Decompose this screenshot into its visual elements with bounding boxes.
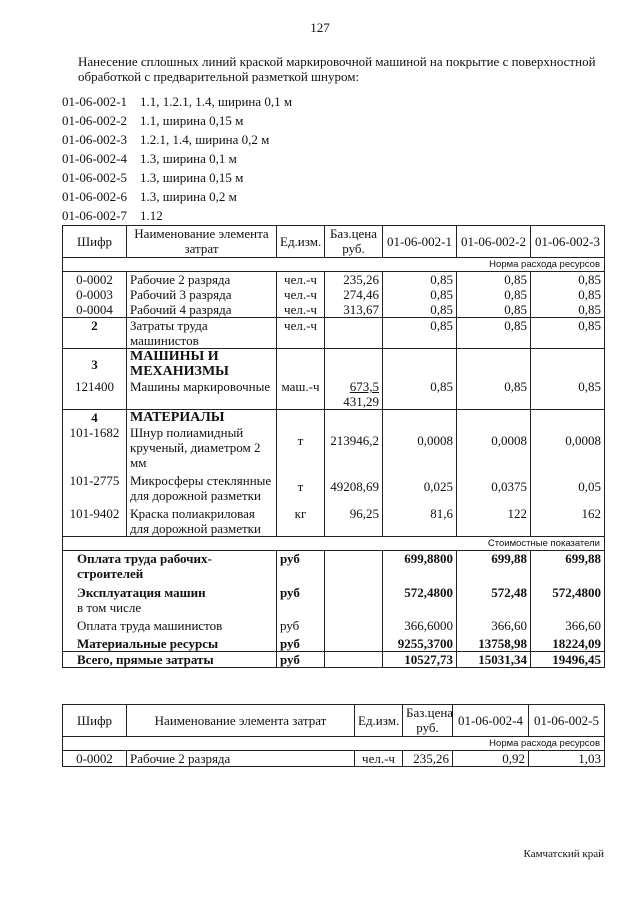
- cost-unit: руб: [277, 633, 325, 652]
- cost-name: Всего, прямые затраты: [63, 652, 277, 668]
- row-code: 121400: [63, 379, 127, 410]
- code: 01-06-002-5: [62, 170, 127, 185]
- row-value: 0,85: [383, 379, 457, 410]
- row-value: 0,85: [457, 318, 531, 349]
- code-list-item: [62, 206, 292, 225]
- code-desc: 1.12: [140, 208, 163, 223]
- row-price: 213946,2: [325, 410, 383, 471]
- row-value: 0,85: [457, 302, 531, 318]
- page-number: 127: [310, 20, 330, 35]
- row-value: 0,85: [383, 302, 457, 318]
- row-name: Затраты труда машинистов: [127, 318, 277, 349]
- cost-value: 366,60: [531, 615, 605, 633]
- code-list-item: [62, 187, 292, 206]
- price-bottom: 431,29: [343, 394, 379, 409]
- table-row: [63, 410, 605, 471]
- row-price: 235,26: [403, 751, 453, 767]
- norm-label-row: [63, 737, 605, 751]
- section-machines-row: [63, 349, 605, 380]
- header-name: Наименование элемента затрат: [127, 226, 277, 258]
- cost-row: [63, 600, 605, 615]
- cost-value: 699,88: [531, 551, 605, 582]
- row-value: 1,03: [529, 751, 605, 767]
- row-value: 0,025: [383, 470, 457, 503]
- code: 01-06-002-1: [62, 94, 127, 109]
- header-col-2: 01-06-002-2: [457, 226, 531, 258]
- cost-value: 19496,45: [531, 652, 605, 668]
- row-price: 274,46: [325, 287, 383, 302]
- table-row: [63, 470, 605, 503]
- cost-row: [63, 581, 605, 600]
- row-price: 313,67: [325, 302, 383, 318]
- price-top: 673,5: [349, 379, 379, 394]
- row-value: 0,0375: [457, 470, 531, 503]
- row-value: 0,85: [531, 272, 605, 288]
- norm-label-row: [63, 258, 605, 272]
- row-value: 122: [457, 503, 531, 537]
- code-list-item: [62, 130, 292, 149]
- row-value: 162: [531, 503, 605, 537]
- section-title: МАТЕРИАЛЫ: [130, 410, 225, 425]
- code: 01-06-002-6: [62, 189, 127, 204]
- cost-name: в том числе: [63, 600, 277, 615]
- row-unit: чел.-ч: [277, 272, 325, 288]
- row-value: 0,0008: [383, 410, 457, 471]
- row-value: 0,85: [457, 272, 531, 288]
- cost-label-row: [63, 537, 605, 551]
- row-code: 101-9402: [63, 503, 127, 537]
- table-row: [63, 379, 605, 410]
- code-desc: 1.1, ширина 0,15 м: [140, 113, 244, 128]
- code-list-item: [62, 149, 292, 168]
- code-desc: 1.3, ширина 0,15 м: [140, 170, 244, 185]
- row-unit: т: [277, 470, 325, 503]
- row-price: [325, 318, 383, 349]
- row-code: 0-0003: [63, 287, 127, 302]
- row-name: Рабочий 3 разряда: [127, 287, 277, 302]
- cost-row: [63, 652, 605, 668]
- cost-unit: руб: [277, 615, 325, 633]
- code-desc: 1.2.1, 1.4, ширина 0,2 м: [140, 132, 270, 147]
- row-value: 0,85: [457, 287, 531, 302]
- cost-value: 366,6000: [383, 615, 457, 633]
- header-code: Шифр: [63, 705, 127, 737]
- cost-label: Стоимостные показатели: [63, 537, 605, 551]
- table-row: [63, 302, 605, 318]
- footer-region: Камчатский край: [523, 848, 604, 860]
- code-desc: 1.3, ширина 0,2 м: [140, 189, 237, 204]
- row-unit: чел.-ч: [277, 318, 325, 349]
- cost-value: 572,48: [457, 581, 531, 600]
- table-row: [63, 287, 605, 302]
- table-row: [63, 318, 605, 349]
- row-value: 0,0008: [457, 410, 531, 471]
- row-code: 0-0004: [63, 302, 127, 318]
- row-value: 0,85: [531, 302, 605, 318]
- code-list-item: [62, 111, 292, 130]
- header-price: Баз.цена руб.: [403, 705, 453, 737]
- row-value: 0,85: [531, 379, 605, 410]
- row-name: Микросферы стеклянные для дорожной разметки: [127, 470, 277, 503]
- row-name: Рабочие 2 разряда: [127, 751, 355, 767]
- header-name: Наименование элемента затрат: [127, 705, 355, 737]
- table-row: [63, 272, 605, 288]
- row-value: 0,0008: [531, 410, 605, 471]
- row-code: 0-0002: [63, 751, 127, 767]
- cost-unit: руб: [277, 551, 325, 582]
- row-price: 96,25: [325, 503, 383, 537]
- intro-text: Нанесение сплошных линий краской маркировочной машиной на покрытие с поверхностной обработкой с предварительной разметкой шнуром:: [78, 54, 596, 84]
- row-unit: кг: [277, 503, 325, 537]
- code-list-item: [62, 168, 292, 187]
- code-desc: 1.3, ширина 0,1 м: [140, 151, 237, 166]
- row-unit: чел.-ч: [277, 287, 325, 302]
- cost-value: 572,4800: [383, 581, 457, 600]
- row-unit: т: [277, 410, 325, 471]
- cost-name: Материальные ресурсы: [63, 633, 277, 652]
- code: 01-06-002-2: [62, 113, 127, 128]
- header-unit: Ед.изм.: [277, 226, 325, 258]
- row-value: 0,85: [383, 318, 457, 349]
- row-name: Краска полиакриловая для дорожной разметки: [127, 503, 277, 537]
- row-value: 0,85: [531, 318, 605, 349]
- row-name: [127, 410, 277, 471]
- cost-value: 699,88: [457, 551, 531, 582]
- header-col-3: 01-06-002-3: [531, 226, 605, 258]
- code: 01-06-002-3: [62, 132, 127, 147]
- resource-table-2: [62, 704, 605, 767]
- section-title: МАШИНЫ И МЕХАНИЗМЫ: [127, 349, 277, 380]
- table-row: [63, 751, 605, 767]
- row-code: 101-2775: [63, 470, 127, 503]
- code: 01-06-002-4: [62, 151, 127, 166]
- cost-name: Оплата труда машинистов: [63, 615, 277, 633]
- code-list-item: [62, 92, 292, 111]
- cost-name: Эксплуатация машин: [63, 581, 277, 600]
- header-code: Шифр: [63, 226, 127, 258]
- row-value: 0,85: [383, 272, 457, 288]
- header-col-4: 01-06-002-4: [453, 705, 529, 737]
- norm-label: Норма расхода ресурсов: [63, 737, 605, 751]
- row-unit: чел.-ч: [355, 751, 403, 767]
- material-code: 101-1682: [69, 425, 120, 440]
- cost-value: 10527,73: [383, 652, 457, 668]
- norm-label: Норма расхода ресурсов: [63, 258, 605, 272]
- header-col-1: 01-06-002-1: [383, 226, 457, 258]
- section-code: 3: [63, 349, 127, 380]
- row-price: [325, 379, 383, 410]
- row-value: 0,85: [531, 287, 605, 302]
- header-price: Баз.цена руб.: [325, 226, 383, 258]
- cost-unit: руб: [277, 581, 325, 600]
- table-header-row: [63, 226, 605, 258]
- row-value: 0,85: [383, 287, 457, 302]
- row-code: 2: [63, 318, 127, 349]
- section-code: 4: [91, 410, 98, 425]
- resource-table-1: [62, 225, 605, 668]
- cost-row: [63, 633, 605, 652]
- cost-value: 15031,34: [457, 652, 531, 668]
- row-price: 49208,69: [325, 470, 383, 503]
- row-price: 235,26: [325, 272, 383, 288]
- cost-value: 13758,98: [457, 633, 531, 652]
- cost-value: 18224,09: [531, 633, 605, 652]
- table-row: [63, 503, 605, 537]
- row-code: [63, 410, 127, 471]
- row-code: 0-0002: [63, 272, 127, 288]
- row-value: 0,92: [453, 751, 529, 767]
- row-name: Рабочий 4 разряда: [127, 302, 277, 318]
- cost-value: 366,60: [457, 615, 531, 633]
- code: 01-06-002-7: [62, 208, 127, 223]
- row-unit: маш.-ч: [277, 379, 325, 410]
- row-name: Рабочие 2 разряда: [127, 272, 277, 288]
- cost-name: Оплата труда рабочих-строителей: [63, 551, 277, 582]
- material-name: Шнур полиамидный крученый, диаметром 2 мм: [130, 425, 261, 470]
- cost-row: [63, 615, 605, 633]
- cost-value: 699,8800: [383, 551, 457, 582]
- row-name: Машины маркировочные: [127, 379, 277, 410]
- header-unit: Ед.изм.: [355, 705, 403, 737]
- code-desc: 1.1, 1.2.1, 1.4, ширина 0,1 м: [140, 94, 293, 109]
- cost-row: [63, 551, 605, 582]
- header-col-5: 01-06-002-5: [529, 705, 605, 737]
- cost-value: 572,4800: [531, 581, 605, 600]
- row-value: 0,05: [531, 470, 605, 503]
- row-value: 81,6: [383, 503, 457, 537]
- cost-unit: руб: [277, 652, 325, 668]
- table-header-row: [63, 705, 605, 737]
- row-unit: чел.-ч: [277, 302, 325, 318]
- row-value: 0,85: [457, 379, 531, 410]
- code-list: [62, 92, 292, 225]
- cost-value: 9255,3700: [383, 633, 457, 652]
